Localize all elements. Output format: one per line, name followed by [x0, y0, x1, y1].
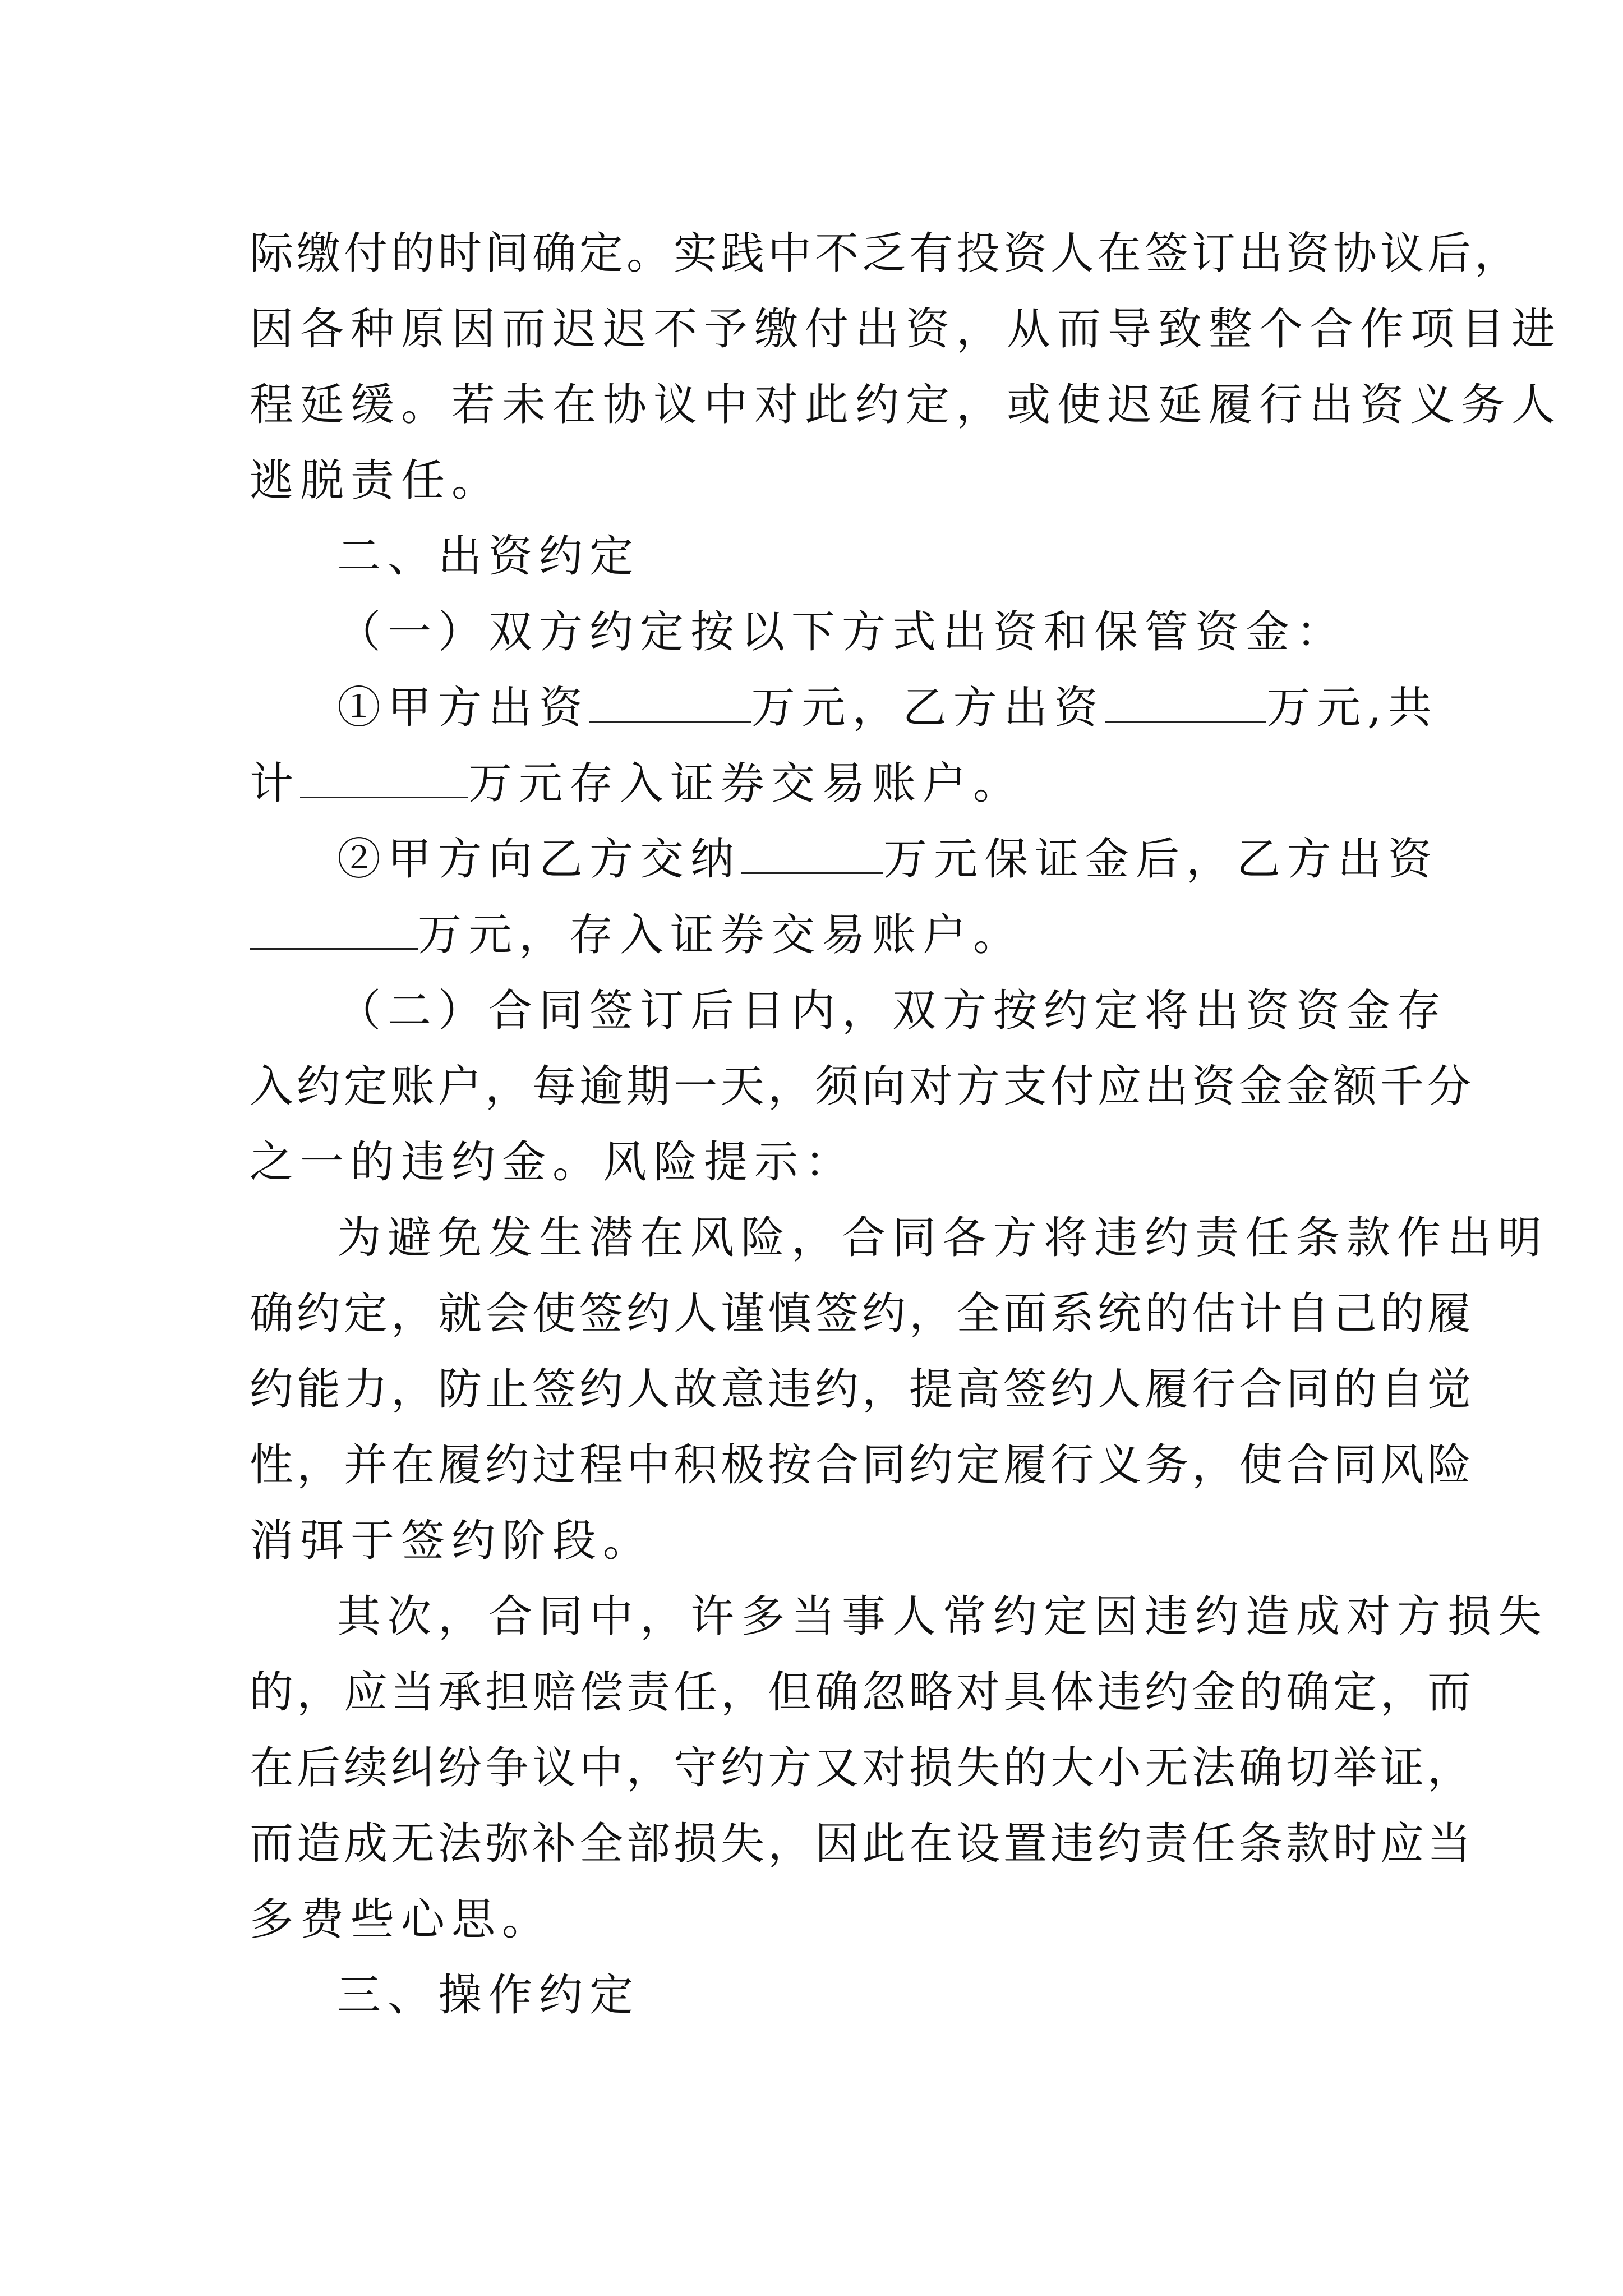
paragraph-line: 在后续纠纷争议中，守约方又对损失的大小无法确切举证，	[250, 1743, 1475, 1793]
paragraph-line: 的，应当承担赔偿责任，但确忽略对具体违约金的确定，而	[250, 1667, 1475, 1718]
paragraph-line: 消弭于签约阶段。	[250, 1516, 654, 1566]
paragraph-line: 确约定，就会使签约人谨慎签约，全面系统的估计自己的履	[250, 1289, 1475, 1339]
fill-blank[interactable]	[300, 761, 468, 798]
line-text: 万元存入证券交易账户。	[468, 758, 1024, 809]
fill-blank[interactable]	[1105, 685, 1267, 723]
fill-blank[interactable]	[741, 836, 883, 874]
document-body	[250, 216, 1562, 2033]
line-text: 万元,共	[1266, 683, 1438, 733]
contribution-line-2	[250, 822, 1438, 898]
paragraph-line: 多费些心思。	[250, 1894, 553, 1945]
paragraph-line: 际缴付的时间确定。实践中不乏有投资人在签订出资协议后，	[250, 228, 1522, 279]
paragraph-line: 逃脱责任。	[250, 455, 502, 506]
paragraph-line: 之一的违约金。风险提示：	[250, 1137, 856, 1188]
subsection-heading: （一）双方约定按以下方式出资和保管资金：	[337, 607, 1347, 657]
contribution-line-1	[250, 670, 1438, 746]
line-text: 计	[250, 758, 301, 809]
section-heading: 二、出资约定	[337, 531, 640, 582]
contribution-line-1-cont	[250, 746, 1438, 822]
paragraph-line: 其次，合同中，许多当事人常约定因违约造成对方损失	[337, 1591, 1549, 1642]
fill-blank[interactable]	[589, 685, 751, 723]
line-text: ①甲方出资	[337, 683, 590, 733]
line-text: 万元，乙方出资	[751, 683, 1105, 733]
line-text: 日内，双方按约定将出资资金存	[741, 986, 1448, 1036]
line-text: （二）合同签订后	[337, 986, 741, 1036]
line-text: 万元保证金后，乙方出资	[883, 834, 1438, 885]
line-text: 万元，存入证券交易账户。	[418, 910, 1024, 960]
contribution-line-2-cont	[250, 898, 1438, 973]
paragraph-line: 为避免发生潜在风险，合同各方将违约责任条款作出明	[337, 1213, 1549, 1263]
paragraph-line: 性，并在履约过程中积极按合同约定履行义务，使合同风险	[250, 1440, 1475, 1490]
deadline-line	[250, 973, 1448, 1049]
paragraph-line: 入约定账户，每逾期一天，须向对方支付应出资金金额千分	[250, 1061, 1475, 1112]
fill-blank[interactable]	[250, 912, 418, 950]
paragraph-line: 而造成无法弥补全部损失，因此在设置违约责任条款时应当	[250, 1819, 1475, 1869]
paragraph-line: 程延缓。若未在协议中对此约定，或使迟延履行出资义务人	[250, 380, 1562, 430]
line-text: ②甲方向乙方交纳	[337, 834, 741, 885]
paragraph-line: 约能力，防止签约人故意违约，提高签约人履行合同的自觉	[250, 1364, 1475, 1415]
section-heading: 三、操作约定	[337, 1970, 640, 2021]
paragraph-line: 因各种原因而迟迟不予缴付出资，从而导致整个合作项目进	[250, 304, 1562, 355]
